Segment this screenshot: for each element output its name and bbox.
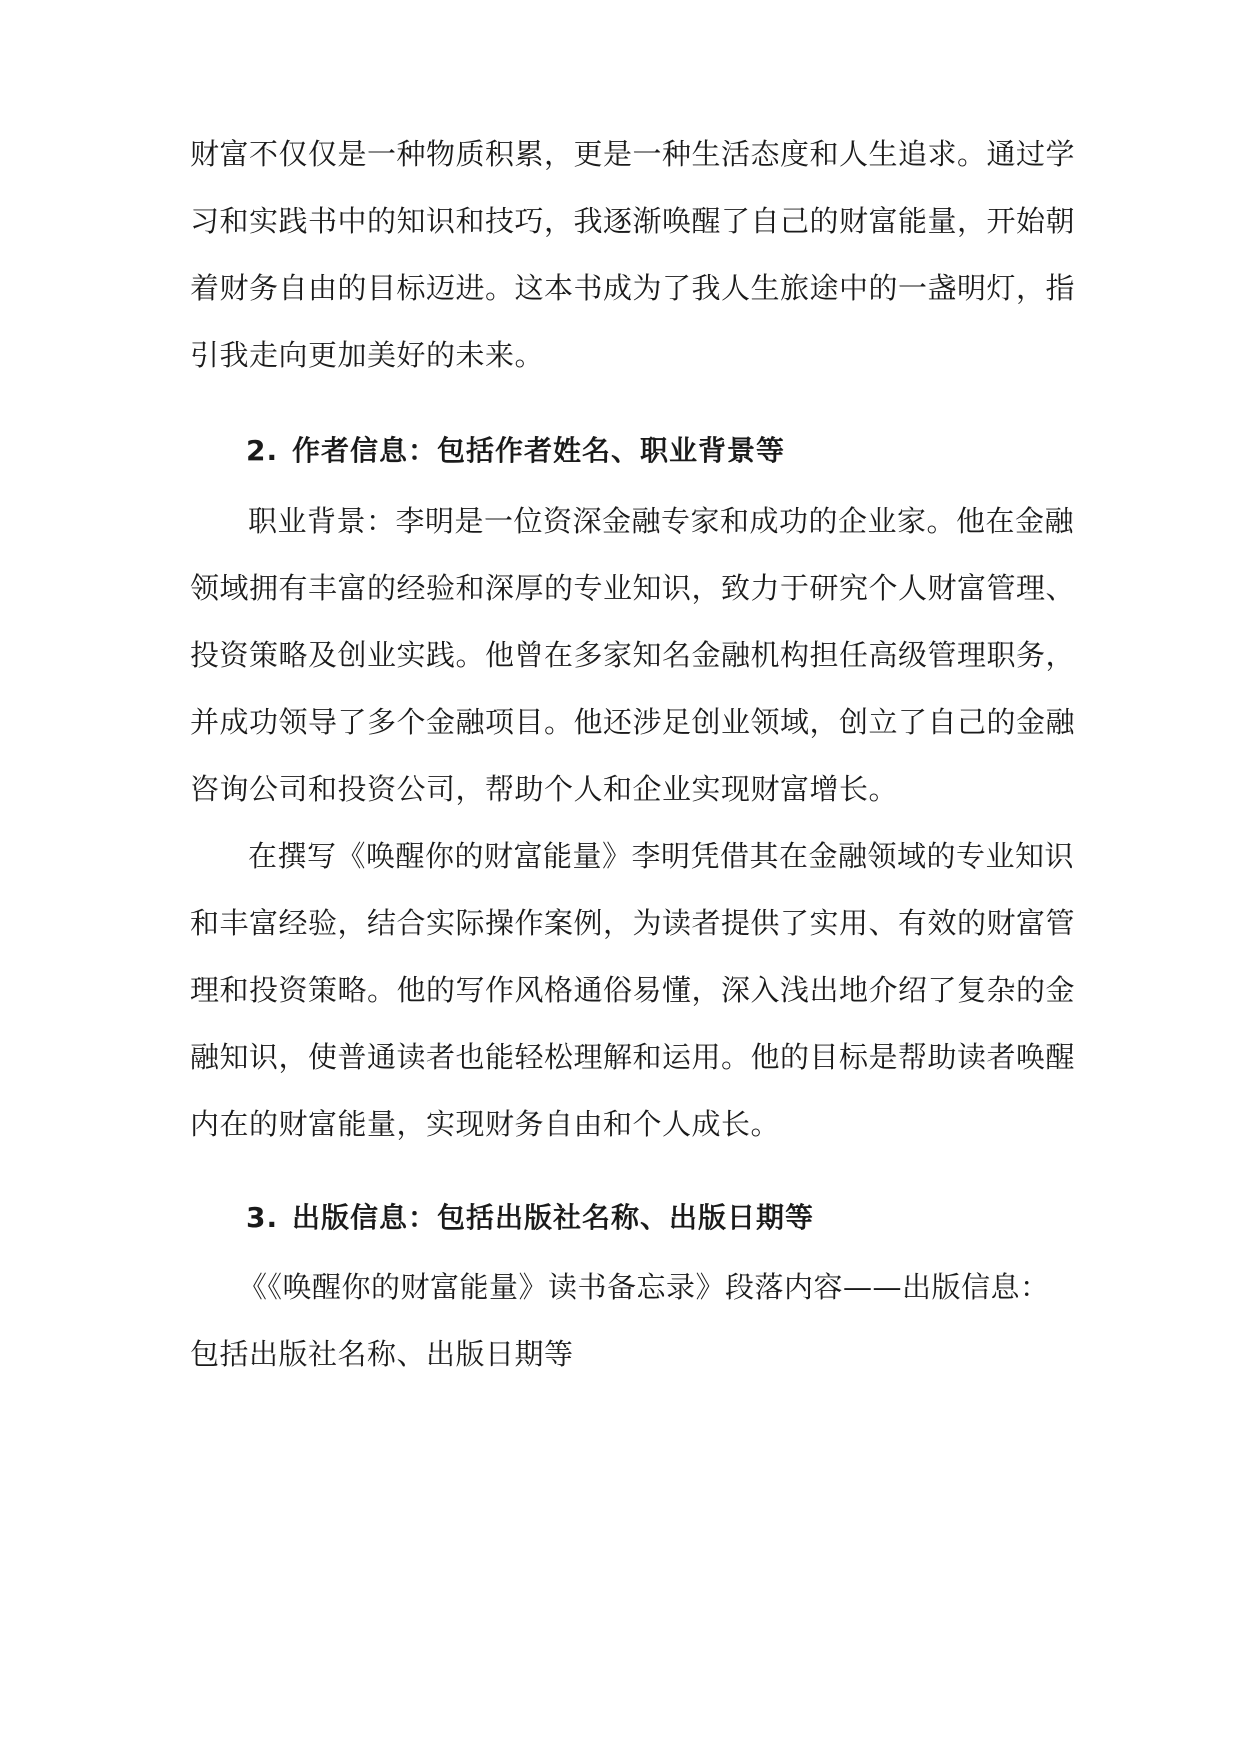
paragraph-line: 在撰写《唤醒你的财富能量》李明凭借其在金融领域的专业知识 [248,839,1075,873]
paragraph-line: 投资策略及创业实践。他曾在多家知名金融机构担任高级管理职务， [190,638,1076,672]
paragraph-line: 咨询公司和投资公司，帮助个人和企业实现财富增长。 [190,772,899,806]
section-heading-author [246,431,785,471]
heading-text: 出版信息：包括出版社名称、出版日期等 [292,1201,815,1234]
paragraph-line: 融知识，使普通读者也能轻松理解和运用。他的目标是帮助读者唤醒 [190,1040,1076,1074]
paragraph-line: 着财务自由的目标迈进。这本书成为了我人生旅途中的一盏明灯，指 [190,271,1076,305]
paragraph-line: 理和投资策略。他的写作风格通俗易懂，深入浅出地介绍了复杂的金 [190,973,1076,1007]
paragraph-line: 包括出版社名称、出版日期等 [190,1337,574,1371]
heading-number: 3. [246,1201,279,1234]
paragraph-line: 并成功领导了多个金融项目。他还涉足创业领域，创立了自己的金融 [190,705,1076,739]
heading-text: 作者信息：包括作者姓名、职业背景等 [292,434,786,467]
paragraph-line: 和丰富经验，结合实际操作案例，为读者提供了实用、有效的财富管 [190,906,1076,940]
paragraph-line: 职业背景：李明是一位资深金融专家和成功的企业家。他在金融 [248,504,1075,538]
paragraph-line: 《《唤醒你的财富能量》读书备忘录》段落内容——出版信息： [238,1270,1050,1304]
paragraph-line: 财富不仅仅是一种物质积累，更是一种生活态度和人生追求。通过学 [190,137,1076,171]
paragraph-line: 领域拥有丰富的经验和深厚的专业知识，致力于研究个人财富管理、 [190,571,1076,605]
paragraph-line: 引我走向更加美好的未来。 [190,338,545,372]
section-heading-publication [246,1198,814,1238]
heading-number: 2. [246,434,279,467]
paragraph-line: 习和实践书中的知识和技巧，我逐渐唤醒了自己的财富能量，开始朝 [190,204,1076,238]
paragraph-line: 内在的财富能量，实现财务自由和个人成长。 [190,1107,781,1141]
